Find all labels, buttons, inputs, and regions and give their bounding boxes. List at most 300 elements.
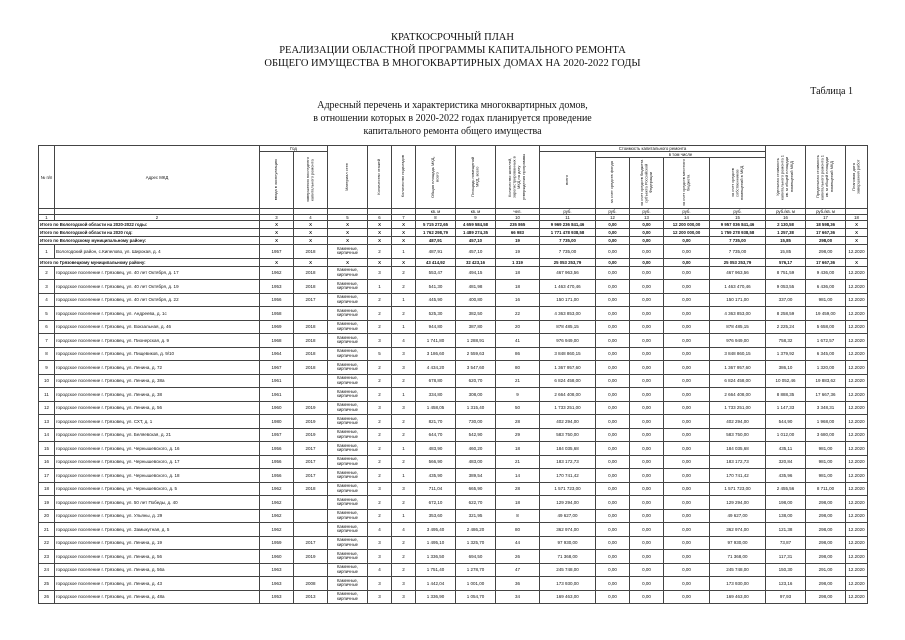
row-cost-total: 362 974,00 bbox=[540, 523, 596, 537]
summary-label: Итого по Вологодской области на 2020-2022 годы: bbox=[39, 221, 260, 229]
unit-cell: руб. bbox=[630, 209, 664, 215]
row-deadline: 12.2020 bbox=[846, 388, 868, 402]
row-deadline: 12.2020 bbox=[846, 482, 868, 496]
header-group-cost: Стоимость капитального ремонта bbox=[540, 146, 766, 152]
row-area-total: 1 751,40 bbox=[416, 563, 456, 577]
row-address: городское поселение г. Грязовец, ул. Ленина, д. 19 bbox=[55, 536, 260, 550]
row-municipal: 0,00 bbox=[664, 361, 710, 375]
row-area-total: 1 495,10 bbox=[416, 536, 456, 550]
row-owners: 169 463,00 bbox=[710, 590, 766, 604]
row-owners: 150 171,00 bbox=[710, 293, 766, 307]
row-num: 23 bbox=[39, 550, 55, 564]
row-deadline: 12.2020 bbox=[846, 536, 868, 550]
row-entrances: 2 bbox=[392, 550, 416, 564]
row-deadline: 12.2020 bbox=[846, 442, 868, 456]
row-address: городское поселение г. Грязовец, ул. Беляевская, д. 21 bbox=[55, 428, 260, 442]
summary-owners: 7 735,00 bbox=[710, 237, 766, 245]
unit-cell: руб. bbox=[710, 209, 766, 215]
row-area-living: 481,98 bbox=[456, 280, 496, 294]
row-area-living: 1 315,40 bbox=[456, 401, 496, 415]
row-deadline: 12.2020 bbox=[846, 550, 868, 564]
row-owners: 3 848 860,15 bbox=[710, 347, 766, 361]
row-residents: 50 bbox=[496, 401, 540, 415]
row-cost-total: 71 368,00 bbox=[540, 550, 596, 564]
row-deadline: 12.2020 bbox=[846, 320, 868, 334]
summary-cell: X bbox=[392, 258, 416, 266]
column-number-cell: 11 bbox=[540, 215, 596, 221]
row-deadline: 12.2020 bbox=[846, 361, 868, 375]
row-fund: 0,00 bbox=[596, 374, 630, 388]
summary-municipal: 12 200 000,00 bbox=[664, 221, 710, 229]
row-unit-cost: 10 052,46 bbox=[766, 374, 806, 388]
summary-limit-cost: 298,00 bbox=[806, 237, 846, 245]
row-floors: 2 bbox=[368, 388, 392, 402]
summary-cell: X bbox=[294, 258, 328, 266]
row-owners: 362 974,00 bbox=[710, 523, 766, 537]
row-num: 22 bbox=[39, 536, 55, 550]
summary-owners: 1 759 278 938,58 bbox=[710, 229, 766, 237]
summary-fund: 0,00 bbox=[596, 237, 630, 245]
row-year-built: 1962 bbox=[260, 266, 294, 280]
table-row bbox=[39, 577, 868, 591]
summary-residents: 19 bbox=[496, 237, 540, 245]
summary-unit-cost: 576,17 bbox=[766, 258, 806, 266]
row-area-total: 3 495,40 bbox=[416, 523, 456, 537]
row-address: Вологодский район, с.Кипелово, ул. Широкая, д. 4 bbox=[55, 245, 260, 259]
summary-row bbox=[39, 237, 868, 245]
row-material: Каменные, кирпичные bbox=[328, 523, 368, 537]
row-unit-cost: 9 053,55 bbox=[766, 280, 806, 294]
row-fund: 0,00 bbox=[596, 509, 630, 523]
row-area-living: 1 054,70 bbox=[456, 590, 496, 604]
summary-cell: X bbox=[392, 229, 416, 237]
row-fund: 0,00 bbox=[596, 536, 630, 550]
row-unit-cost: 97,93 bbox=[766, 590, 806, 604]
row-limit-cost: 981,00 bbox=[806, 455, 846, 469]
row-floors: 2 bbox=[368, 509, 392, 523]
row-year-built: 1968 bbox=[260, 334, 294, 348]
row-cost-total: 173 930,00 bbox=[540, 577, 596, 591]
row-area-total: 553,47 bbox=[416, 266, 456, 280]
row-year-last-repair: 2008 bbox=[294, 577, 328, 591]
summary-cell: X bbox=[260, 221, 294, 229]
row-address: городское поселение г. Грязовец, ул. Замыкутная, д. 5 bbox=[55, 523, 260, 537]
table-row bbox=[39, 550, 868, 564]
row-municipal: 0,00 bbox=[664, 442, 710, 456]
row-material: Каменные, кирпичные bbox=[328, 563, 368, 577]
row-num: 19 bbox=[39, 496, 55, 510]
row-floors: 5 bbox=[368, 347, 392, 361]
row-owners: 245 748,00 bbox=[710, 563, 766, 577]
row-limit-cost: 1 320,00 bbox=[806, 361, 846, 375]
row-region: 0,00 bbox=[630, 550, 664, 564]
row-limit-cost: 3 680,00 bbox=[806, 428, 846, 442]
header-num: № п/п bbox=[39, 146, 55, 209]
summary-cell: X bbox=[368, 221, 392, 229]
row-area-living: 382,50 bbox=[456, 307, 496, 321]
row-residents: 41 bbox=[496, 334, 540, 348]
row-material: Каменные, кирпичные bbox=[328, 442, 368, 456]
unit-cell: руб. bbox=[664, 209, 710, 215]
row-municipal: 0,00 bbox=[664, 509, 710, 523]
summary-area-living: 457,10 bbox=[456, 237, 496, 245]
row-area-total: 821,70 bbox=[416, 415, 456, 429]
row-area-living: 694,50 bbox=[456, 550, 496, 564]
column-number-cell: 15 bbox=[710, 215, 766, 221]
header-floors: Количество этажей bbox=[368, 146, 392, 209]
row-year-last-repair bbox=[294, 388, 328, 402]
row-limit-cost: 6 345,00 bbox=[806, 347, 846, 361]
row-num: 2 bbox=[39, 266, 55, 280]
header-material: Материал стен bbox=[328, 146, 368, 209]
summary-cell: X bbox=[328, 221, 368, 229]
row-region: 0,00 bbox=[630, 266, 664, 280]
row-material: Каменные, кирпичные bbox=[328, 482, 368, 496]
row-num: 3 bbox=[39, 280, 55, 294]
row-entrances: 1 bbox=[392, 293, 416, 307]
row-area-total: 353,60 bbox=[416, 509, 456, 523]
table-row bbox=[39, 347, 868, 361]
row-cost-total: 467 963,56 bbox=[540, 266, 596, 280]
row-area-living: 542,90 bbox=[456, 428, 496, 442]
row-owners: 1 463 470,46 bbox=[710, 280, 766, 294]
row-cost-total: 1 571 723,00 bbox=[540, 482, 596, 496]
column-number-cell: 18 bbox=[846, 215, 868, 221]
header-limit-cost: Предельная стоимость капитального ремонта 1 кв. м общей площади помещений МКД bbox=[806, 146, 846, 209]
row-year-built: 1961 bbox=[260, 388, 294, 402]
row-unit-cost: 73,87 bbox=[766, 536, 806, 550]
row-floors: 2 bbox=[368, 293, 392, 307]
row-floors: 3 bbox=[368, 266, 392, 280]
row-floors: 2 bbox=[368, 307, 392, 321]
row-cost-total: 49 627,00 bbox=[540, 509, 596, 523]
row-year-last-repair bbox=[294, 374, 328, 388]
row-municipal: 0,00 bbox=[664, 293, 710, 307]
row-region: 0,00 bbox=[630, 245, 664, 259]
row-deadline: 12.2020 bbox=[846, 577, 868, 591]
column-number-cell: 5 bbox=[328, 215, 368, 221]
row-limit-cost: 981,00 bbox=[806, 293, 846, 307]
row-residents: 44 bbox=[496, 536, 540, 550]
row-limit-cost: 19 883,62 bbox=[806, 374, 846, 388]
row-entrances: 4 bbox=[392, 523, 416, 537]
row-deadline: 12.2020 bbox=[846, 280, 868, 294]
row-year-last-repair: 2017 bbox=[294, 455, 328, 469]
header-cost-total: всего bbox=[540, 152, 596, 209]
row-municipal: 0,00 bbox=[664, 536, 710, 550]
row-fund: 0,00 bbox=[596, 428, 630, 442]
row-year-last-repair: 2018 bbox=[294, 334, 328, 348]
header-year-built: ввода в эксплуатацию bbox=[260, 152, 294, 209]
row-cost-total: 4 363 853,00 bbox=[540, 307, 596, 321]
row-municipal: 0,00 bbox=[664, 374, 710, 388]
row-residents: 20 bbox=[496, 320, 540, 334]
row-region: 0,00 bbox=[630, 320, 664, 334]
row-material: Каменные, кирпичные bbox=[328, 536, 368, 550]
row-region: 0,00 bbox=[630, 482, 664, 496]
row-year-built: 1956 bbox=[260, 442, 294, 456]
row-area-total: 711,04 bbox=[416, 482, 456, 496]
column-number-cell: 16 bbox=[766, 215, 806, 221]
row-limit-cost: 298,00 bbox=[806, 550, 846, 564]
row-owners: 49 627,00 bbox=[710, 509, 766, 523]
row-year-built: 1962 bbox=[260, 496, 294, 510]
row-deadline: 12.2020 bbox=[846, 374, 868, 388]
row-area-total: 4 434,20 bbox=[416, 361, 456, 375]
row-owners: 1 733 251,00 bbox=[710, 401, 766, 415]
summary-unit-cost: 15,85 bbox=[766, 237, 806, 245]
row-deadline: 12.2020 bbox=[846, 523, 868, 537]
row-limit-cost: 298,00 bbox=[806, 509, 846, 523]
row-area-total: 566,90 bbox=[416, 455, 456, 469]
row-unit-cost: 386,10 bbox=[766, 361, 806, 375]
row-owners: 467 963,56 bbox=[710, 266, 766, 280]
summary-cell: X bbox=[260, 229, 294, 237]
row-municipal: 0,00 bbox=[664, 388, 710, 402]
row-owners: 129 294,00 bbox=[710, 496, 766, 510]
row-fund: 0,00 bbox=[596, 401, 630, 415]
row-deadline: 12.2020 bbox=[846, 455, 868, 469]
header-group-year: Год bbox=[260, 146, 328, 152]
row-cost-total: 129 294,00 bbox=[540, 496, 596, 510]
row-limit-cost: 6 436,00 bbox=[806, 280, 846, 294]
row-owners: 170 741,42 bbox=[710, 469, 766, 483]
row-deadline: 12.2020 bbox=[846, 293, 868, 307]
column-number-cell: 6 bbox=[368, 215, 392, 221]
row-num: 18 bbox=[39, 482, 55, 496]
row-year-last-repair: 2017 bbox=[294, 469, 328, 483]
row-area-living: 1 325,70 bbox=[456, 536, 496, 550]
row-address: городское поселение г. Грязовец, ул. Ленина, д. 72 bbox=[55, 361, 260, 375]
row-num: 9 bbox=[39, 361, 55, 375]
summary-area-living: 1 489 274,35 bbox=[456, 229, 496, 237]
row-address: городское поселение г. Грязовец, ул. 40 лет Октября, д. 17 bbox=[55, 266, 260, 280]
header-unit-cost: Удельная стоимость капитального ремонта 1 кв. м общей площади помещений МКД bbox=[766, 146, 806, 209]
row-num: 11 bbox=[39, 388, 55, 402]
row-floors: 1 bbox=[368, 280, 392, 294]
row-cost-total: 3 848 860,15 bbox=[540, 347, 596, 361]
row-floors: 2 bbox=[368, 415, 392, 429]
row-owners: 71 368,00 bbox=[710, 550, 766, 564]
row-residents: 80 bbox=[496, 523, 540, 537]
row-fund: 0,00 bbox=[596, 334, 630, 348]
row-entrances: 2 bbox=[392, 496, 416, 510]
summary-area-total: 1 762 298,79 bbox=[416, 229, 456, 237]
plan-title-line-2: РЕАЛИЗАЦИИ ОБЛАСТНОЙ ПРОГРАММЫ КАПИТАЛЬНОГО РЕМОНТА bbox=[279, 45, 626, 56]
row-year-built: 1967 bbox=[260, 361, 294, 375]
row-area-total: 487,91 bbox=[416, 245, 456, 259]
row-address: городское поселение г. Грязовец, ул. Пионерская, д. 9 bbox=[55, 334, 260, 348]
table-label: Таблица 1 bbox=[810, 86, 853, 97]
summary-limit-cost: 17 667,36 bbox=[806, 229, 846, 237]
row-region: 0,00 bbox=[630, 361, 664, 375]
row-cost-total: 583 750,00 bbox=[540, 428, 596, 442]
row-year-last-repair: 2017 bbox=[294, 536, 328, 550]
unit-cell: кв. м bbox=[416, 209, 456, 215]
row-region: 0,00 bbox=[630, 563, 664, 577]
row-entrances: 1 bbox=[392, 388, 416, 402]
row-cost-total: 184 035,68 bbox=[540, 442, 596, 456]
row-area-total: 678,80 bbox=[416, 374, 456, 388]
header-group-cost-sub: в том числе bbox=[596, 152, 766, 158]
row-year-last-repair: 2018 bbox=[294, 347, 328, 361]
row-region: 0,00 bbox=[630, 307, 664, 321]
summary-cell: X bbox=[260, 237, 294, 245]
summary-label: Итого по Вологодской области на 2020 год: bbox=[39, 229, 260, 237]
row-region: 0,00 bbox=[630, 347, 664, 361]
row-unit-cost: 8 888,35 bbox=[766, 388, 806, 402]
table-row bbox=[39, 245, 868, 259]
row-limit-cost: 298,00 bbox=[806, 590, 846, 604]
table-row bbox=[39, 523, 868, 537]
row-material: Каменные, кирпичные bbox=[328, 361, 368, 375]
row-cost-total: 169 463,00 bbox=[540, 590, 596, 604]
row-year-built: 1962 bbox=[260, 523, 294, 537]
row-municipal: 0,00 bbox=[664, 482, 710, 496]
row-deadline: 12.2020 bbox=[846, 590, 868, 604]
row-unit-cost: 337,00 bbox=[766, 293, 806, 307]
row-residents: 80 bbox=[496, 361, 540, 375]
row-entrances: 2 bbox=[392, 307, 416, 321]
summary-cell: X bbox=[294, 221, 328, 229]
row-area-total: 3 186,60 bbox=[416, 347, 456, 361]
row-deadline: 12.2020 bbox=[846, 496, 868, 510]
row-unit-cost: 8 751,59 bbox=[766, 266, 806, 280]
row-area-living: 1 288,91 bbox=[456, 334, 496, 348]
row-unit-cost: 138,00 bbox=[766, 509, 806, 523]
row-region: 0,00 bbox=[630, 428, 664, 442]
row-unit-cost: 2 225,24 bbox=[766, 320, 806, 334]
row-deadline: 12.2020 bbox=[846, 428, 868, 442]
row-residents: 29 bbox=[496, 428, 540, 442]
header-municipal: за счет средств местного бюджета bbox=[664, 158, 710, 209]
row-owners: 97 930,00 bbox=[710, 536, 766, 550]
row-year-built: 1980 bbox=[260, 415, 294, 429]
row-residents: 21 bbox=[496, 374, 540, 388]
row-entrances: 3 bbox=[392, 347, 416, 361]
row-year-built: 1957 bbox=[260, 428, 294, 442]
row-limit-cost: 981,00 bbox=[806, 442, 846, 456]
summary-residents: 66 983 bbox=[496, 229, 540, 237]
row-year-last-repair: 2018 bbox=[294, 361, 328, 375]
summary-cost-total: 25 053 253,79 bbox=[540, 258, 596, 266]
row-cost-total: 6 824 458,00 bbox=[540, 374, 596, 388]
plan-title-line-1: КРАТКОСРОЧНЫЙ ПЛАН bbox=[391, 32, 514, 43]
row-year-last-repair bbox=[294, 523, 328, 537]
row-deadline: 12.2020 bbox=[846, 469, 868, 483]
column-number-cell: 12 bbox=[596, 215, 630, 221]
row-region: 0,00 bbox=[630, 523, 664, 537]
row-area-living: 494,15 bbox=[456, 266, 496, 280]
row-fund: 0,00 bbox=[596, 590, 630, 604]
row-num: 20 bbox=[39, 509, 55, 523]
row-address: городское поселение г. Грязовец, ул. Ленина, д. 56 bbox=[55, 401, 260, 415]
header-owners: за счет средств собственников помещений в МКД bbox=[710, 158, 766, 209]
unit-cell: руб. bbox=[596, 209, 630, 215]
row-residents: 14 bbox=[496, 469, 540, 483]
row-year-built: 1963 bbox=[260, 563, 294, 577]
row-year-last-repair: 2018 bbox=[294, 320, 328, 334]
row-num: 4 bbox=[39, 293, 55, 307]
row-municipal: 0,00 bbox=[664, 307, 710, 321]
row-residents: 28 bbox=[496, 482, 540, 496]
row-year-last-repair bbox=[294, 496, 328, 510]
row-fund: 0,00 bbox=[596, 307, 630, 321]
row-material: Каменные, кирпичные bbox=[328, 550, 368, 564]
row-entrances: 3 bbox=[392, 577, 416, 591]
row-region: 0,00 bbox=[630, 401, 664, 415]
row-municipal: 0,00 bbox=[664, 334, 710, 348]
summary-cell: X bbox=[328, 237, 368, 245]
row-material: Каменные, кирпичные bbox=[328, 388, 368, 402]
summary-area-living: 32 423,16 bbox=[456, 258, 496, 266]
row-entrances: 2 bbox=[392, 536, 416, 550]
row-residents: 86 bbox=[496, 347, 540, 361]
row-residents: 47 bbox=[496, 563, 540, 577]
row-area-total: 483,90 bbox=[416, 442, 456, 456]
table-row bbox=[39, 374, 868, 388]
header-fund: за счет средств фонда bbox=[596, 158, 630, 209]
row-region: 0,00 bbox=[630, 388, 664, 402]
row-region: 0,00 bbox=[630, 496, 664, 510]
summary-region: 0,00 bbox=[630, 237, 664, 245]
summary-fund: 0,00 bbox=[596, 229, 630, 237]
table-row bbox=[39, 334, 868, 348]
row-municipal: 0,00 bbox=[664, 523, 710, 537]
row-material: Каменные, кирпичные bbox=[328, 577, 368, 591]
summary-cell: X bbox=[328, 229, 368, 237]
table-row bbox=[39, 590, 868, 604]
table-row bbox=[39, 496, 868, 510]
row-fund: 0,00 bbox=[596, 280, 630, 294]
row-year-last-repair bbox=[294, 509, 328, 523]
summary-row bbox=[39, 229, 868, 237]
table-row bbox=[39, 482, 868, 496]
row-deadline: 12.2020 bbox=[846, 266, 868, 280]
row-entrances: 3 bbox=[392, 401, 416, 415]
summary-fund: 0,00 bbox=[596, 221, 630, 229]
row-year-last-repair: 2018 bbox=[294, 266, 328, 280]
table-row bbox=[39, 401, 868, 415]
table-row bbox=[39, 415, 868, 429]
row-area-total: 334,80 bbox=[416, 388, 456, 402]
row-owners: 173 930,00 bbox=[710, 577, 766, 591]
row-municipal: 0,00 bbox=[664, 550, 710, 564]
row-floors: 3 bbox=[368, 550, 392, 564]
row-region: 0,00 bbox=[630, 442, 664, 456]
row-deadline: 12.2020 bbox=[846, 563, 868, 577]
row-entrances: 2 bbox=[392, 428, 416, 442]
row-residents: 26 bbox=[496, 550, 540, 564]
column-number-cell: 1 bbox=[39, 215, 55, 221]
row-entrances: 2 bbox=[392, 374, 416, 388]
row-fund: 0,00 bbox=[596, 347, 630, 361]
row-limit-cost: 17 667,36 bbox=[806, 388, 846, 402]
row-unit-cost: 8 258,59 bbox=[766, 307, 806, 321]
row-material: Каменные, кирпичные bbox=[328, 334, 368, 348]
row-cost-total: 183 172,73 bbox=[540, 455, 596, 469]
row-num: 21 bbox=[39, 523, 55, 537]
row-municipal: 0,00 bbox=[664, 415, 710, 429]
row-residents: 19 bbox=[496, 245, 540, 259]
row-address: городское поселение г. Грязовец, ул. 40 лет Октября, д. 19 bbox=[55, 280, 260, 294]
header-residents: Количество жителей, зарегистрированных в МКД на дату утверждения программы bbox=[496, 146, 540, 209]
column-number-cell: 9 bbox=[456, 215, 496, 221]
row-owners: 976 949,00 bbox=[710, 334, 766, 348]
row-cost-total: 1 733 251,00 bbox=[540, 401, 596, 415]
summary-owners: 25 053 253,79 bbox=[710, 258, 766, 266]
summary-row bbox=[39, 221, 868, 229]
